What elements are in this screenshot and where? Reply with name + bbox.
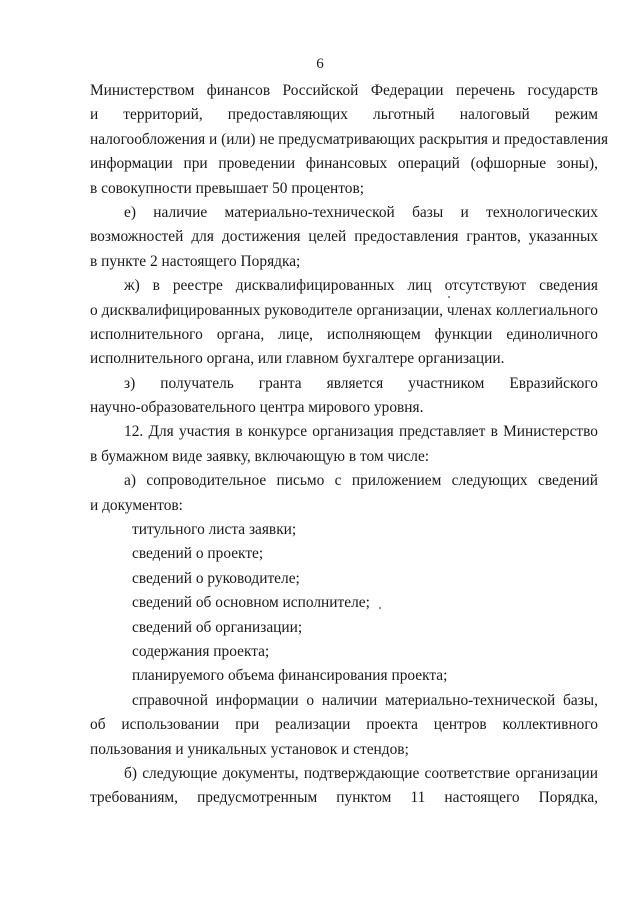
list-item: титульного листа заявки; (132, 521, 297, 539)
list-item: содержания проекта; (132, 642, 270, 660)
text-line: исполнительного органа, или главном бухгалтере организации. (90, 350, 505, 368)
scan-speck (448, 296, 450, 298)
text-line: налогообложения и (или) не предусматривающих раскрытия и предоставления (90, 130, 609, 148)
text-line: научно-образовательного центра мирового уровня. (90, 399, 424, 417)
text-line: исполнительного органа, лице, исполняющем функции единоличного (90, 325, 598, 343)
scan-speck (379, 607, 381, 609)
text-line: о дисквалифицированных руководителе организации, членах коллегиального (90, 301, 598, 319)
list-item: сведений о проекте; (132, 545, 264, 563)
text-line: б) следующие документы, подтверждающие соответствие организации (124, 764, 598, 782)
text-line: в пункте 2 настоящего Порядка; (90, 252, 301, 270)
text-line: информации при проведении финансовых операций (офшорные зоны), (90, 155, 598, 173)
text-line: требованиям, предусмотренным пунктом 11 настоящего Порядка, (90, 789, 598, 807)
text-line: з) получатель гранта является участником Евразийского (124, 374, 598, 392)
list-item: сведений об организации; (132, 618, 303, 636)
list-item: сведений об основном исполнителе; (132, 594, 370, 612)
list-item: справочной информации о наличии материально-технической базы, (132, 691, 598, 709)
text-line: а) сопроводительное письмо с приложением следующих сведений (124, 472, 598, 490)
text-line: об использовании при реализации проекта центров коллективного (90, 716, 598, 734)
text-line: 12. Для участия в конкурсе организация представляет в Министерство (124, 423, 598, 441)
page-number: 6 (316, 56, 324, 72)
list-item: сведений о руководителе; (132, 569, 300, 587)
list-item: планируемого объема финансирования проекта; (132, 667, 448, 685)
text-line: е) наличие материально-технической базы и технологических (124, 203, 598, 221)
text-line: Министерством финансов Российской Федерации перечень государств (90, 82, 598, 99)
text-line: в бумажном виде заявку, включающую в том числе: (90, 447, 430, 465)
text-line: возможностей для достижения целей предоставления грантов, указанных (90, 228, 598, 246)
text-line: и территорий, предоставляющих льготный налоговый режим (90, 106, 598, 124)
text-line: и документов: (90, 496, 183, 514)
text-line: в совокупности превышает 50 процентов; (90, 179, 365, 197)
document-body (90, 79, 609, 811)
text-line: ж) в реестре дисквалифицированных лиц отсутствуют сведения (124, 277, 598, 295)
text-line: пользования и уникальных установок и стендов; (90, 740, 409, 758)
